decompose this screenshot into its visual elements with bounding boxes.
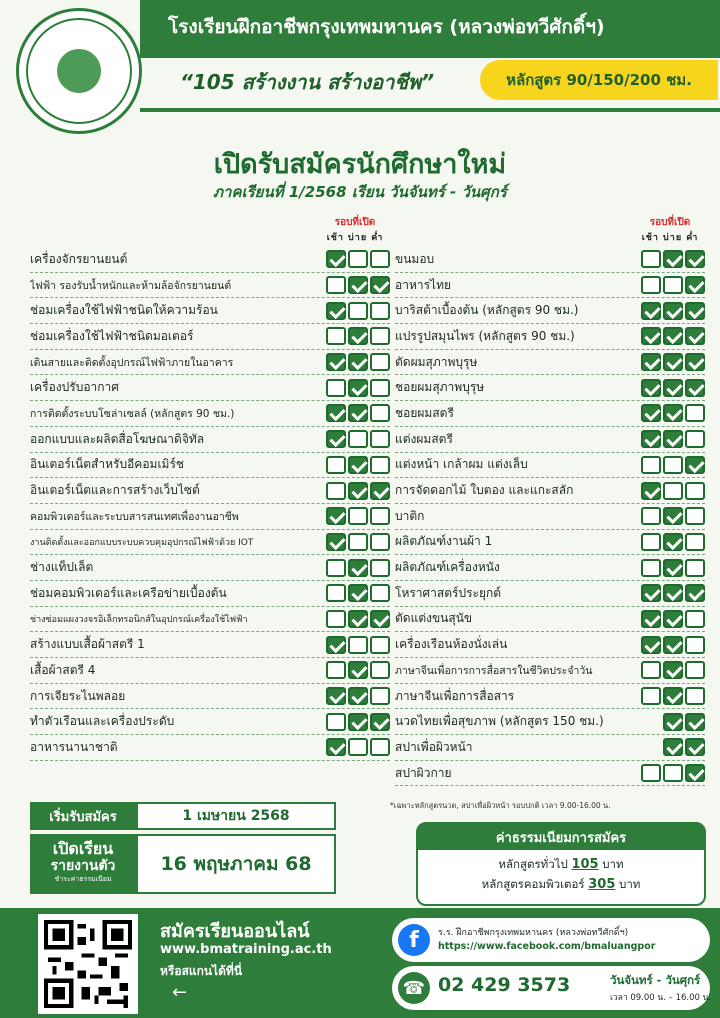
checked-box-icon [326,302,346,320]
checked-box-icon [685,250,705,268]
course-name: ทำตัวเรือนและเครื่องประดับ [30,714,175,729]
empty-box-icon [685,687,705,705]
right-course-list [395,247,705,786]
page-subtitle: ภาคเรียนที่ 1/2568 เรียน วันจันทร์ - วันศุกร์ [213,183,507,201]
time-slot-boxes [639,404,705,422]
course-row [395,632,705,658]
checked-box-icon [326,404,346,422]
empty-box-icon [685,610,705,628]
empty-box-icon [326,559,346,577]
facebook-icon: f [398,924,430,956]
time-slots-caption: เช้า บ่าย ค่ำ [326,233,384,243]
course-name: สปาเพื่อผิวหน้า [395,739,473,754]
course-row [30,555,390,581]
course-row [30,298,390,324]
course-name: ชอยผมสตรี [395,405,454,420]
time-slot-boxes [639,430,705,448]
checked-box-icon [326,250,346,268]
time-slot-boxes [639,713,705,731]
checked-box-icon [685,713,705,731]
course-name: บาติก [395,508,425,523]
course-row [395,247,705,273]
fee-computer-label: หลักสูตรคอมพิวเตอร์ [481,877,585,891]
course-row [395,504,705,530]
course-name: เดินสายและติดตั้งอุปกรณ์ไฟฟ้าภายในอาคาร [30,356,234,369]
checked-box-icon [348,379,368,397]
course-row [30,375,390,401]
course-name: บาริสต้าเบื้องต้น (หลักสูตร 90 ชม.) [395,303,579,318]
course-row [30,427,390,453]
course-row [30,735,390,761]
checked-box-icon [663,533,683,551]
course-row [395,658,705,684]
checked-box-icon [326,353,346,371]
course-name: ขนมอบ [395,251,435,266]
time-slot-boxes [324,507,390,525]
left-column-header [320,215,390,244]
course-row [395,453,705,479]
course-row [395,273,705,299]
time-slot-boxes [639,302,705,320]
facebook-contact[interactable] [392,918,710,962]
fee-unit: บาท [602,857,624,871]
checked-box-icon [663,584,683,602]
course-name: อินเตอร์เน็ตและการสร้างเว็บไซต์ [30,483,200,498]
course-row [30,709,390,735]
empty-box-icon [685,661,705,679]
empty-box-icon [641,533,661,551]
checked-box-icon [641,404,661,422]
time-slot-boxes [639,482,705,500]
time-slot-boxes [324,584,390,602]
empty-box-icon [370,430,390,448]
seal-emblem [57,49,101,93]
course-name: อินเตอร์เน็ตสำหรับอีคอมเมิร์ช [30,457,185,472]
time-slot-boxes [639,276,705,294]
open-label-line1: เปิดเรียน [52,839,114,858]
empty-box-icon [641,507,661,525]
course-row [30,607,390,633]
course-row [30,632,390,658]
facebook-url[interactable]: https://www.facebook.com/bmaluangpor [438,941,656,952]
checked-box-icon [326,636,346,654]
checked-box-icon [663,250,683,268]
time-slot-boxes [639,687,705,705]
empty-box-icon [641,764,661,782]
course-row [395,684,705,710]
time-slot-boxes [639,636,705,654]
empty-box-icon [370,687,390,705]
empty-box-icon [663,456,683,474]
course-name: โหราศาสตร์ประยุกต์ [395,585,502,600]
checked-box-icon [348,482,368,500]
empty-box-icon [370,302,390,320]
course-row [395,401,705,427]
course-name: สร้างแบบเสื้อผ้าสตรี 1 [30,637,145,652]
time-slot-boxes [324,738,390,756]
facebook-page-name: ร.ร. ฝึกอาชีพกรุงเทพมหานคร (หลวงพ่อทวีศักดิ์ฯ) [438,928,629,938]
course-name: ออกแบบและผลิตสื่อโฆษณาดิจิทัล [30,431,205,446]
course-name: ไฟฟ้า รองรับน้ำหนักและห้ามล้อจักรยานยนต์ [30,279,232,292]
checked-box-icon [641,584,661,602]
course-name: ภาษาจีนเพื่อการการสื่อสารในชีวิตประจำวัน [395,664,593,677]
class-open-label [30,834,136,894]
phone-contact[interactable] [392,966,710,1010]
course-row [395,350,705,376]
course-name: การเจียระไนพลอย [30,688,126,703]
time-slot-boxes [639,661,705,679]
checked-box-icon [663,353,683,371]
right-column-header [635,215,705,244]
empty-box-icon [685,533,705,551]
checked-box-icon [663,379,683,397]
checked-box-icon [370,610,390,628]
course-row [395,427,705,453]
empty-box-icon [663,276,683,294]
checked-box-icon [663,661,683,679]
empty-box-icon [370,661,390,679]
time-slot-boxes [324,559,390,577]
time-slot-boxes [324,327,390,345]
course-name: ช่อมเครื่องใช้ไฟฟ้าชนิดให้ความร้อน [30,303,218,318]
empty-box-icon [641,276,661,294]
course-name: ผลิตภัณฑ์เครื่องหนัง [395,560,500,575]
course-name: คอมพิวเตอร์และระบบสารสนเทศเพื่องานอาชีพ [30,510,239,523]
checked-box-icon [663,507,683,525]
scan-caption: หรือสแกนได้ที่นี่ [160,964,243,978]
checked-box-icon [685,738,705,756]
empty-box-icon [326,661,346,679]
course-row [395,709,705,735]
online-signup-title: สมัครเรียนออนไลน์ [160,921,310,942]
checked-box-icon [685,584,705,602]
course-row [395,298,705,324]
left-course-list [30,247,390,761]
empty-box-icon [348,738,368,756]
checked-box-icon [641,353,661,371]
time-slot-boxes [324,533,390,551]
time-slots-caption: เช้า บ่าย ค่ำ [641,233,699,243]
checked-box-icon [348,456,368,474]
course-name: การติดตั้งระบบโซล่าเซลล์ (หลักสูตร 90 ชม.) [30,407,235,420]
empty-box-icon [370,636,390,654]
course-name: ช่อมคอมพิวเตอร์และเครือข่ายเบื้องต้น [30,585,227,600]
empty-box-icon [326,482,346,500]
empty-box-icon [685,482,705,500]
time-slot-boxes [639,764,705,782]
course-row [30,530,390,556]
course-name: แปรรูปสมุนไพร (หลักสูตร 90 ชม.) [395,328,575,343]
time-slot-boxes [639,559,705,577]
course-row [30,658,390,684]
checked-box-icon [326,533,346,551]
course-row [395,607,705,633]
course-row [30,581,390,607]
course-name: สปาผิวกาย [395,765,452,780]
empty-box-icon [326,379,346,397]
checked-box-icon [663,327,683,345]
empty-box-icon [348,430,368,448]
empty-box-icon [663,482,683,500]
time-slot-boxes [639,250,705,268]
course-name: แต่งผมสตรี [395,431,453,446]
course-name: ชอยผมสุภาพบุรุษ [395,380,485,395]
empty-box-icon [370,353,390,371]
empty-box-icon [326,584,346,602]
course-name: การจัดดอกไม้ ใบตอง และแกะสลัก [395,483,574,498]
time-slot-boxes [639,533,705,551]
checked-box-icon [370,713,390,731]
checked-box-icon [370,276,390,294]
empty-box-icon [685,404,705,422]
checked-box-icon [663,430,683,448]
checked-box-icon [663,610,683,628]
course-row [30,247,390,273]
footnote: *เฉพาะหลักสูตรนวด, สปาเพื่อผิวหน้า รอบปกติ เวลา 9.00-16.00 น. [390,801,611,810]
empty-box-icon [370,738,390,756]
slogan: “105 สร้างงาน สร้างอาชีพ” [180,70,434,94]
open-label-line2: รายงานตัว [50,858,116,874]
page-title: เปิดรับสมัครนักศึกษาใหม่ [213,149,507,180]
class-open-date: 16 พฤษภาคม 68 [136,834,336,894]
empty-box-icon [685,507,705,525]
course-row [30,684,390,710]
empty-box-icon [326,713,346,731]
empty-box-icon [370,250,390,268]
time-slot-boxes [324,404,390,422]
course-name: เครื่องเรือนห้องนั่งเล่น [395,637,508,652]
checked-box-icon [348,327,368,345]
checked-box-icon [685,302,705,320]
fee-computer-amount: 305 [588,877,616,892]
course-name: นวดไทยเพื่อสุขภาพ (หลักสูตร 150 ชม.) [395,714,604,729]
course-name: แต่งหน้า เกล้าผม แต่งเล็บ [395,457,528,472]
course-row [30,478,390,504]
checked-box-icon [641,302,661,320]
checked-box-icon [663,687,683,705]
empty-box-icon [370,559,390,577]
empty-box-icon [348,636,368,654]
checked-box-icon [641,430,661,448]
course-row [30,453,390,479]
fee-computer [418,876,704,894]
checked-box-icon [348,276,368,294]
time-slot-boxes [639,507,705,525]
checked-box-icon [326,507,346,525]
empty-box-icon [370,404,390,422]
checked-box-icon [663,636,683,654]
course-name: งานติดตั้งและออกแบบระบบควบคุมอุปกรณ์ไฟฟ้าด้วย IOT [30,537,254,548]
time-slot-boxes [324,636,390,654]
checked-box-icon [641,482,661,500]
empty-box-icon [641,559,661,577]
checked-box-icon [663,559,683,577]
checked-box-icon [348,713,368,731]
course-row [395,761,705,787]
course-row [30,324,390,350]
office-hours: เวลา 09.00 น. – 16.00 น. [610,993,712,1003]
time-slot-boxes [639,353,705,371]
time-slot-boxes [324,482,390,500]
course-row [395,324,705,350]
time-slot-boxes [324,610,390,628]
course-name: ตัดแต่งขนสุนัข [395,611,473,626]
checked-box-icon [326,738,346,756]
checked-box-icon [641,636,661,654]
empty-box-icon [348,507,368,525]
checked-box-icon [685,764,705,782]
office-days: วันจันทร์ - วันศุกร์ [610,973,701,987]
time-slot-boxes [324,430,390,448]
checked-box-icon [641,610,661,628]
checked-box-icon [370,482,390,500]
empty-box-icon [685,559,705,577]
empty-box-icon [326,456,346,474]
website-link[interactable]: www.bmatraining.ac.th [160,942,332,957]
course-name: ช่างซ่อมแผงวงจรอิเล็กทรอนิกส์ในอุปกรณ์เครื่องใช้ไฟฟ้า [30,614,248,625]
registration-start-date: 1 เมษายน 2568 [136,802,336,830]
course-name: ช่อมเครื่องใช้ไฟฟ้าชนิดมอเตอร์ [30,328,194,343]
checked-box-icon [663,713,683,731]
empty-box-icon [370,379,390,397]
fee-general-label: หลักสูตรทั่วไป [498,857,568,871]
seal-ring [26,18,132,124]
time-slot-boxes [324,456,390,474]
checked-box-icon [685,456,705,474]
time-slot-boxes [324,302,390,320]
time-slot-boxes [324,276,390,294]
checked-box-icon [663,404,683,422]
rounds-caption: รอบที่เปิด [649,217,691,228]
course-row [395,555,705,581]
course-row [30,504,390,530]
checked-box-icon [348,559,368,577]
empty-box-icon [370,327,390,345]
empty-box-icon [641,687,661,705]
checked-box-icon [348,661,368,679]
time-slot-boxes [639,327,705,345]
phone-number[interactable]: 02 429 3573 [438,974,571,996]
course-hours-badge: หลักสูตร 90/150/200 ชม. [480,60,718,100]
empty-box-icon [326,610,346,628]
course-row [395,375,705,401]
phone-icon: ☎ [398,972,430,1004]
empty-box-icon [326,327,346,345]
time-slot-boxes [324,661,390,679]
course-row [395,478,705,504]
course-name: เครื่องปรับอากาศ [30,380,119,395]
checked-box-icon [348,610,368,628]
checked-box-icon [348,404,368,422]
time-slot-boxes [639,610,705,628]
registration-start-label: เริ่มรับสมัคร [30,802,136,830]
course-name: ภาษาจีนเพื่อการสื่อสาร [395,688,515,703]
empty-box-icon [370,533,390,551]
checked-box-icon [663,302,683,320]
course-name: ตัดผมสุภาพบุรุษ [395,354,478,369]
empty-box-icon [641,250,661,268]
empty-box-icon [641,661,661,679]
checked-box-icon [685,276,705,294]
qr-code-graphic [44,920,132,1008]
checked-box-icon [348,353,368,371]
qr-code-icon[interactable] [38,914,138,1014]
course-name: ผลิตภัณฑ์งานผ้า 1 [395,534,493,549]
checked-box-icon [348,584,368,602]
empty-box-icon [370,584,390,602]
header-divider [140,108,720,112]
course-row [30,273,390,299]
arrow-left-icon: ← [172,982,188,1003]
fee-panel [416,822,706,906]
school-name: โรงเรียนฝึกอาชีพกรุงเทพมหานคร (หลวงพ่อทวีศักดิ์ฯ) [168,16,605,38]
school-seal-icon [16,8,142,134]
course-row [30,350,390,376]
empty-box-icon [663,764,683,782]
checked-box-icon [641,379,661,397]
checked-box-icon [663,738,683,756]
course-name: เครื่องจักรยานยนต์ [30,251,128,266]
course-row [30,401,390,427]
fee-general [418,856,704,874]
open-label-line3: ชำระค่าธรรมเนียม [54,875,112,883]
rounds-caption: รอบที่เปิด [334,217,376,228]
course-name: ช่างแท็ปเล็ต [30,560,94,575]
course-name: อาหารไทย [395,277,452,292]
time-slot-boxes [639,379,705,397]
fee-unit: บาท [619,877,641,891]
checked-box-icon [685,379,705,397]
checked-box-icon [326,687,346,705]
checked-box-icon [641,327,661,345]
course-name: อาหารนานาชาติ [30,739,118,754]
time-slot-boxes [324,379,390,397]
empty-box-icon [348,250,368,268]
empty-box-icon [370,507,390,525]
course-name: เสื้อผ้าสตรี 4 [30,662,96,677]
time-slot-boxes [639,584,705,602]
fee-general-amount: 105 [571,857,599,872]
time-slot-boxes [324,713,390,731]
time-slot-boxes [324,353,390,371]
fee-title: ค่าธรรมเนียมการสมัคร [418,824,704,850]
empty-box-icon [685,636,705,654]
empty-box-icon [641,456,661,474]
empty-box-icon [348,533,368,551]
checked-box-icon [326,430,346,448]
time-slot-boxes [324,687,390,705]
course-row [395,735,705,761]
course-row [395,530,705,556]
time-slot-boxes [639,738,705,756]
checked-box-icon [685,327,705,345]
course-row [395,581,705,607]
time-slot-boxes [324,250,390,268]
checked-box-icon [685,353,705,371]
time-slot-boxes [639,456,705,474]
empty-box-icon [685,430,705,448]
checked-box-icon [348,687,368,705]
empty-box-icon [326,276,346,294]
empty-box-icon [370,456,390,474]
empty-box-icon [348,302,368,320]
